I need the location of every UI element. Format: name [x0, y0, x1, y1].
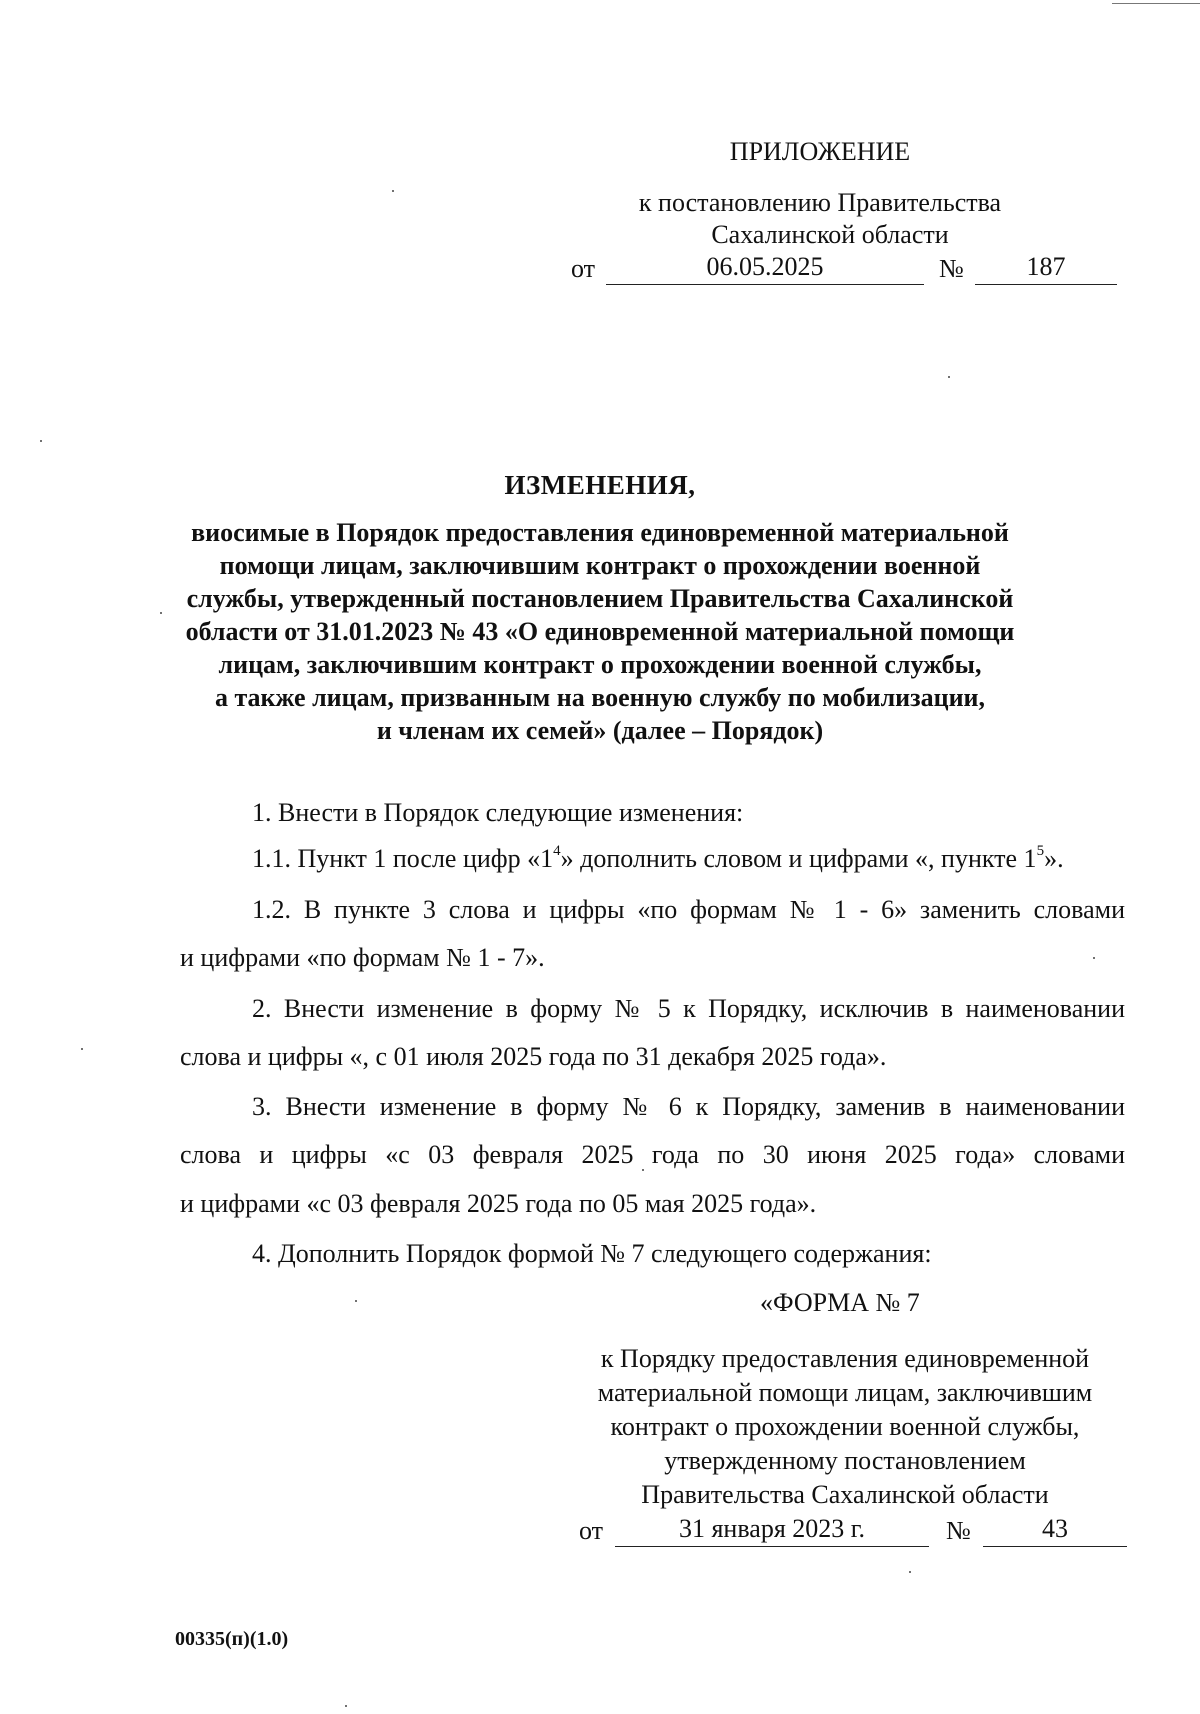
form-date-underline [615, 1546, 929, 1547]
paragraph-1-2-line-1: 1.2. В пункте 3 слова и цифры «по формам № 1 - 6» заменить словами [252, 895, 1125, 924]
scan-speck [642, 1169, 644, 1171]
paragraph-3-line-3: и цифрами «с 03 февраля 2025 года по 05 мая 2025 года». [180, 1189, 817, 1218]
scan-speck [1093, 957, 1095, 959]
paragraph-1-1-text-b: » дополнить словом и цифрами «, пункте 1 [560, 844, 1037, 873]
paragraph-2-line-1: 2. Внести изменение в форму № 5 к Порядку, исключив в наименовании [252, 994, 1125, 1023]
paragraph-1-1-superscript-2: 5 [1036, 843, 1045, 860]
document-subtitle-line: помощи лицам, заключившим контракт о прохождении военной [219, 551, 981, 580]
paragraph-3-line-1: 3. Внести изменение в форму № 6 к Порядку, заменив в наименовании [252, 1092, 1125, 1121]
paragraph-2-line-2: слова и цифры «, с 01 июля 2025 года по 31 декабря 2025 года». [180, 1042, 887, 1071]
paragraph-1-2-line-2: и цифрами «по формам № 1 - 7». [180, 943, 545, 972]
form-date: 31 января 2023 г. [678, 1514, 866, 1543]
form-from-label: от [579, 1516, 604, 1545]
appendix-title: ПРИЛОЖЕНИЕ [729, 137, 911, 166]
appendix-from-label: от [571, 254, 596, 283]
paragraph-1: 1. Внести в Порядок следующие изменения: [252, 798, 744, 827]
document-subtitle-line: виосимые в Порядок предоставления единовременной материальной [191, 518, 1009, 547]
scan-speck [948, 376, 950, 378]
document-subtitle-line: лицам, заключившим контракт о прохождении военной службы, [218, 650, 982, 679]
form-heading-line: контракт о прохождении военной службы, [610, 1412, 1080, 1441]
form-heading-line: материальной помощи лицам, заключившим [597, 1378, 1093, 1407]
scan-speck [345, 1705, 347, 1707]
document-code: 00335(п)(1.0) [175, 1628, 289, 1650]
appendix-number-underline [975, 284, 1117, 285]
document-subtitle-line: и членам их семей» (далее – Порядок) [376, 716, 824, 745]
form-heading-line: к Порядку предоставления единовременной [600, 1344, 1090, 1373]
appendix-date: 06.05.2025 [706, 252, 824, 281]
form-heading-line: Правительства Сахалинской области [641, 1480, 1049, 1509]
scan-speck [355, 1300, 357, 1302]
scan-speck [160, 612, 162, 614]
form-title: «ФОРМА № 7 [760, 1288, 920, 1317]
scan-speck [909, 1571, 911, 1573]
appendix-line-1: к постановлению Правительства [638, 188, 1002, 217]
form-number-sign: № [946, 1516, 971, 1545]
top-edge-rule [1112, 3, 1200, 4]
paragraph-3-line-2: слова и цифры «с 03 февраля 2025 года по 30 июня 2025 года» словами [180, 1140, 1125, 1169]
paragraph-4: 4. Дополнить Порядок формой № 7 следующего содержания: [252, 1239, 932, 1268]
scan-speck [40, 440, 42, 442]
appendix-number-sign: № [939, 254, 964, 283]
appendix-number: 187 [1026, 252, 1066, 281]
form-heading-line: утвержденному постановлением [664, 1446, 1026, 1475]
appendix-date-underline [606, 284, 924, 285]
document-title: ИЗМЕНЕНИЯ, [504, 470, 696, 500]
scan-speck [392, 190, 394, 192]
scan-speck [81, 1048, 83, 1050]
appendix-line-2: Сахалинской области [711, 220, 949, 249]
paragraph-1-1 [252, 843, 1064, 873]
paragraph-1-1-text-a: 1.1. Пункт 1 после цифр «1 [252, 844, 554, 873]
document-subtitle-line: службы, утвержденный постановлением Правительства Сахалинской [186, 584, 1014, 613]
document-subtitle-line: а также лицам, призванным на военную службу по мобилизации, [214, 683, 986, 712]
form-number-underline [983, 1546, 1127, 1547]
paragraph-1-1-superscript-1: 4 [553, 843, 561, 860]
document-subtitle-line: области от 31.01.2023 № 43 «О единовременной материальной помощи [185, 617, 1015, 646]
form-number: 43 [1042, 1514, 1068, 1543]
paragraph-1-1-text-c: ». [1044, 844, 1064, 873]
